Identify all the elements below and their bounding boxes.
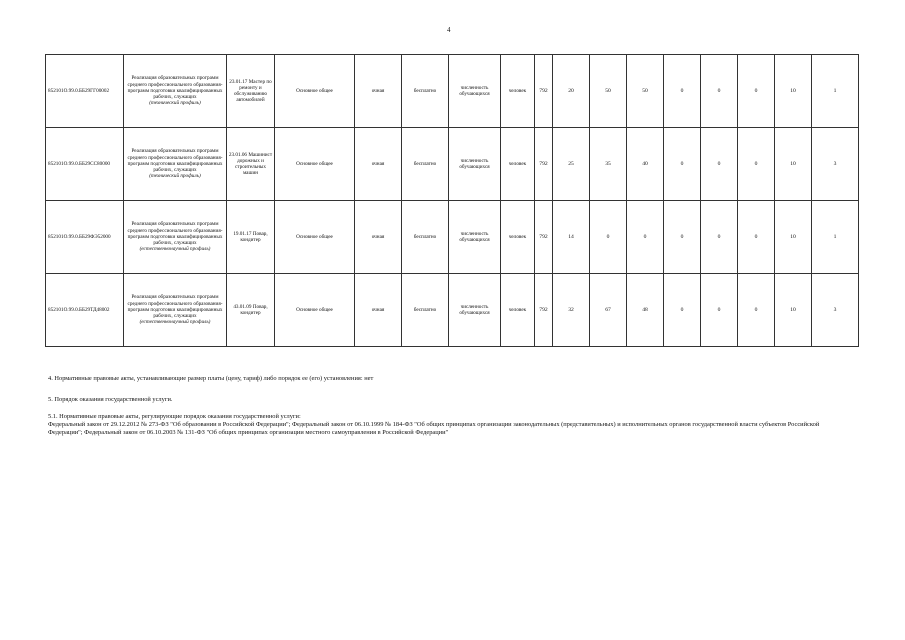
table-row xyxy=(46,55,859,128)
indicator-cell: численность обучающихся xyxy=(449,128,501,201)
unit-cell: человек xyxy=(501,201,535,274)
services-table-body xyxy=(46,55,859,347)
payment-cell: бесплатно xyxy=(402,55,449,128)
registry-code-cell: 852101О.99.0.ББ29ФЭ52000 xyxy=(46,201,124,274)
value-cell: 0 xyxy=(627,201,664,274)
profile-text: (технический профиль) xyxy=(149,173,201,180)
value-cell: 0 xyxy=(701,128,738,201)
program-text: Реализация образовательных программ среднего профессионального образования-программ подготовки квалифицированных рабочих, служащих xyxy=(127,221,223,247)
specialty-cell: 43.01.09 Повар, кондитер xyxy=(227,274,275,347)
services-table xyxy=(45,54,859,347)
specialty-cell: 23.01.06 Машинист дорожных и строительных машин xyxy=(227,128,275,201)
profile-text: (естественнонаучный профиль) xyxy=(139,246,211,253)
okei-cell: 792 xyxy=(535,55,553,128)
specialty-cell: 23.01.17 Мастер по ремонту и обслуживанию автомобилей xyxy=(227,55,275,128)
unit-cell: человек xyxy=(501,274,535,347)
education-level-cell: Основное общее xyxy=(275,128,355,201)
table-row xyxy=(46,128,859,201)
value-cell: 0 xyxy=(738,274,775,347)
payment-cell: бесплатно xyxy=(402,128,449,201)
payment-cell: бесплатно xyxy=(402,274,449,347)
program-text: Реализация образовательных программ среднего профессионального образования-программ подготовки квалифицированных рабочих, служащих xyxy=(127,148,223,174)
education-level-cell: Основное общее xyxy=(275,274,355,347)
specialty-cell: 19.01.17 Повар, кондитер xyxy=(227,201,275,274)
value-cell: 48 xyxy=(627,274,664,347)
unit-cell: человек xyxy=(501,55,535,128)
value-cell: 0 xyxy=(590,201,627,274)
value-cell: 50 xyxy=(627,55,664,128)
program-cell xyxy=(124,201,227,274)
section-5-1-laws: Федеральный закон от 29.12.2012 № 273-ФЗ "Об образовании в Российской Федерации"; Федеральный закон от 06.10.1999 № 184-ФЗ "Об общих принципах организации законодательных (представительных) и исполнительных органов государственной власти субъектов Российской Федерации"; Федеральный закон от 06.10.2003 № 131-ФЗ "Об общих принципах организации местного самоуправления в Российской Федерации" xyxy=(48,421,820,437)
deviation-percent-cell: 10 xyxy=(775,55,812,128)
okei-cell: 792 xyxy=(535,128,553,201)
section-5-1-heading: 5.1. Нормативные правовые акты, регулирующие порядок оказания государственной услуги: xyxy=(48,413,301,420)
value-cell: 32 xyxy=(553,274,590,347)
table-row xyxy=(46,201,859,274)
profile-text: (естественнонаучный профиль) xyxy=(139,319,211,326)
value-cell: 25 xyxy=(553,128,590,201)
payment-cell: бесплатно xyxy=(402,201,449,274)
indicator-cell: численность обучающихся xyxy=(449,55,501,128)
page-number: 4 xyxy=(447,26,451,34)
study-form-cell: очная xyxy=(355,128,402,201)
deviation-percent-cell: 10 xyxy=(775,274,812,347)
education-level-cell: Основное общее xyxy=(275,201,355,274)
value-cell: 0 xyxy=(701,274,738,347)
value-cell: 0 xyxy=(664,128,701,201)
program-cell xyxy=(124,55,227,128)
deviation-absolute-cell: 3 xyxy=(812,128,859,201)
unit-cell: человек xyxy=(501,128,535,201)
value-cell: 0 xyxy=(701,201,738,274)
study-form-cell: очная xyxy=(355,201,402,274)
indicator-cell: численность обучающихся xyxy=(449,201,501,274)
value-cell: 50 xyxy=(590,55,627,128)
program-text: Реализация образовательных программ среднего профессионального образования-программ подготовки квалифицированных рабочих, служащих xyxy=(127,294,223,320)
program-text: Реализация образовательных программ среднего профессионального образования-программ подготовки квалифицированных рабочих, служащих xyxy=(127,75,223,101)
value-cell: 0 xyxy=(664,55,701,128)
study-form-cell: очная xyxy=(355,55,402,128)
education-level-cell: Основное общее xyxy=(275,55,355,128)
okei-cell: 792 xyxy=(535,274,553,347)
study-form-cell: очная xyxy=(355,274,402,347)
value-cell: 0 xyxy=(701,55,738,128)
value-cell: 40 xyxy=(627,128,664,201)
value-cell: 0 xyxy=(664,201,701,274)
program-cell xyxy=(124,128,227,201)
value-cell: 0 xyxy=(664,274,701,347)
value-cell: 14 xyxy=(553,201,590,274)
section-5-heading: 5. Порядок оказания государственной услуги. xyxy=(48,396,173,403)
value-cell: 0 xyxy=(738,201,775,274)
value-cell: 67 xyxy=(590,274,627,347)
value-cell: 20 xyxy=(553,55,590,128)
deviation-percent-cell: 10 xyxy=(775,201,812,274)
value-cell: 0 xyxy=(738,128,775,201)
deviation-absolute-cell: 1 xyxy=(812,201,859,274)
section-4-note: 4. Нормативные правовые акты, устанавливающие размер платы (цену, тариф) либо порядок ее (его) установления: нет xyxy=(48,375,374,382)
deviation-absolute-cell: 1 xyxy=(812,55,859,128)
deviation-percent-cell: 10 xyxy=(775,128,812,201)
registry-code-cell: 852101О.99.0.ББ29ГГ00002 xyxy=(46,55,124,128)
indicator-cell: численность обучающихся xyxy=(449,274,501,347)
value-cell: 0 xyxy=(738,55,775,128)
profile-text: (технический профиль) xyxy=(149,100,201,107)
okei-cell: 792 xyxy=(535,201,553,274)
value-cell: 35 xyxy=(590,128,627,201)
table-row xyxy=(46,274,859,347)
deviation-absolute-cell: 3 xyxy=(812,274,859,347)
registry-code-cell: 852101О.99.0.ББ29ТД48002 xyxy=(46,274,124,347)
registry-code-cell: 852101О.99.0.ББ29СС80000 xyxy=(46,128,124,201)
program-cell xyxy=(124,274,227,347)
